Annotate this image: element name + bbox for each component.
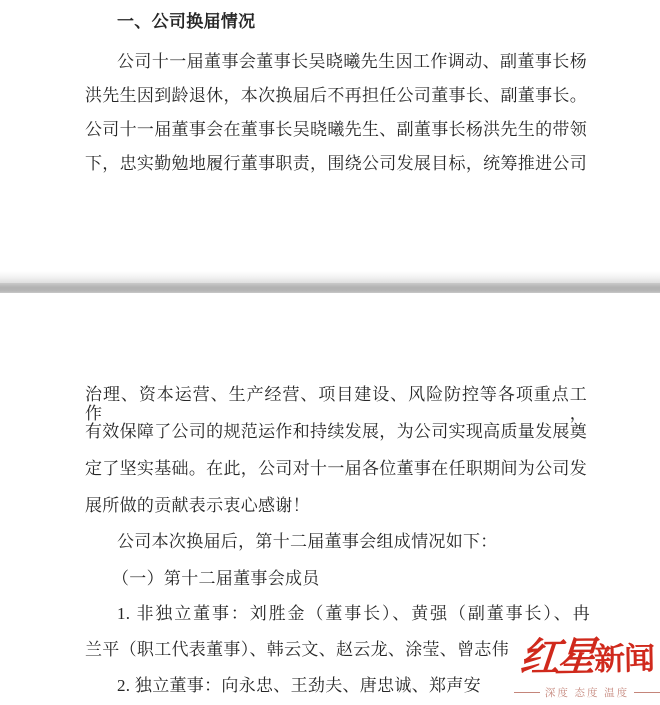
tagline-dash-right <box>634 692 660 693</box>
tagline-dash-left <box>514 692 540 693</box>
redstar-news-logo <box>514 632 660 700</box>
brand-text-hongxing: 红星 <box>518 633 595 681</box>
brand-text-xinwen: 新闻 <box>593 640 655 677</box>
document-line: 洪先生因到龄退休，本次换届后不再担任公司董事长、副董事长。 <box>85 86 587 105</box>
document-line: 公司十一届董事会在董事长吴晓曦先生、副董事长杨洪先生的带领 <box>85 120 587 139</box>
document-line: 下，忠实勤勉地履行董事职责，围绕公司发展目标，统筹推进公司 <box>85 154 587 173</box>
page-break-divider <box>0 271 660 293</box>
page-break-bar <box>0 283 660 293</box>
logo-tagline: 深度 态度 温度 <box>544 688 630 699</box>
document-line: （一）第十二届董事会成员 <box>112 569 320 588</box>
document-line: 治理、资本运营、生产经营、项目建设、风险防控等各项重点工作， <box>85 385 587 423</box>
document-line: 有效保障了公司的规范运作和持续发展，为公司实现高质量发展奠 <box>85 422 587 441</box>
document-line: 公司十一届董事会董事长吴晓曦先生因工作调动、副董事长杨 <box>117 52 587 71</box>
document-line: 定了坚实基础。在此，公司对十一届各位董事在任职期间为公司发 <box>85 459 587 478</box>
page-break-shadow <box>0 271 660 283</box>
section-heading: 一、公司换届情况 <box>117 12 256 31</box>
document-line: 1. 非独立董事：刘胜金（董事长）、黄强（副董事长）、冉 <box>117 604 590 623</box>
document-line: 兰平（职工代表董事）、韩云文、赵云龙、涂莹、曾志伟 <box>85 640 509 659</box>
document-line: 公司本次换届后，第十二届董事会组成情况如下： <box>117 532 498 551</box>
document-line: 2. 独立董事：向永忠、王劲夫、唐忠诚、郑声安 <box>117 676 481 695</box>
redstar-news-wordmark <box>514 631 660 684</box>
document-line: 展所做的贡献表示衷心感谢！ <box>85 496 310 515</box>
logo-tagline-row <box>514 685 660 700</box>
